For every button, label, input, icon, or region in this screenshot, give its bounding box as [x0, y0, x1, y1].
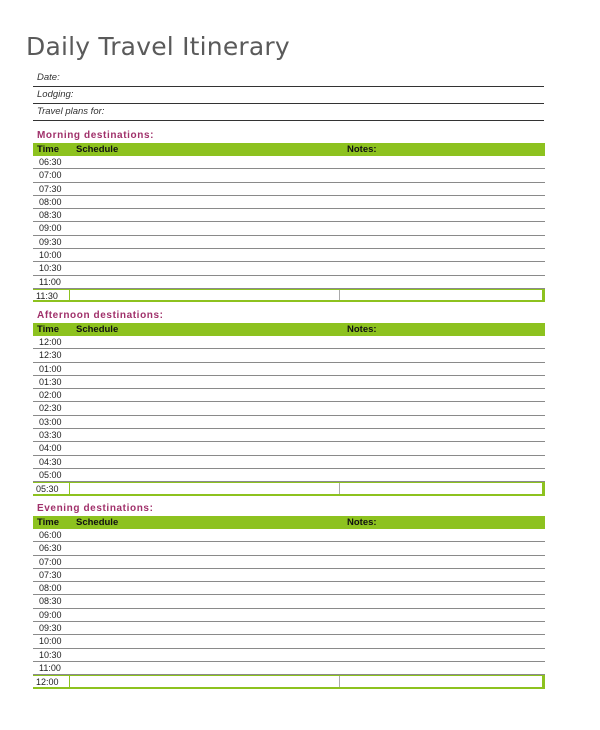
schedule-cell[interactable] — [70, 196, 339, 208]
time-column-header: Time — [37, 517, 60, 528]
schedule-cell[interactable] — [70, 609, 339, 621]
notes-cell[interactable] — [339, 402, 545, 414]
time-cell: 02:30 — [39, 403, 62, 414]
schedule-cell[interactable] — [70, 622, 339, 634]
time-cell: 08:00 — [39, 196, 62, 207]
notes-cell[interactable] — [339, 595, 545, 607]
time-column-header: Time — [37, 144, 60, 155]
schedule-cell[interactable] — [70, 389, 339, 401]
time-cell: 12:30 — [39, 350, 62, 361]
schedule-cell[interactable] — [70, 483, 340, 493]
notes-cell[interactable] — [339, 582, 545, 594]
notes-cell[interactable] — [339, 363, 545, 375]
table-row — [33, 349, 545, 362]
table-row — [33, 595, 545, 608]
schedule-cell[interactable] — [70, 262, 339, 274]
time-cell: 02:00 — [39, 390, 62, 401]
table-row — [33, 249, 545, 262]
schedule-cell[interactable] — [70, 676, 340, 686]
time-cell: 09:30 — [39, 236, 62, 247]
notes-cell[interactable] — [339, 336, 545, 348]
notes-cell[interactable] — [339, 262, 545, 274]
time-cell: 09:00 — [39, 223, 62, 234]
table-row — [33, 529, 545, 542]
time-cell: 03:30 — [39, 430, 62, 441]
notes-column-header: Notes: — [347, 324, 377, 335]
notes-cell[interactable] — [339, 183, 545, 195]
table-row — [33, 209, 545, 222]
schedule-column-header: Schedule — [76, 517, 119, 528]
schedule-cell[interactable] — [70, 649, 339, 661]
table-row — [33, 542, 545, 555]
table-row — [33, 556, 545, 569]
table-row — [33, 469, 545, 482]
notes-cell[interactable] — [339, 222, 545, 234]
table-row — [33, 429, 545, 442]
time-cell: 11:00 — [39, 662, 61, 673]
schedule-cell[interactable] — [70, 556, 339, 568]
date-field[interactable]: Date: — [33, 70, 544, 87]
table-row — [33, 196, 545, 209]
time-cell: 05:00 — [39, 469, 62, 480]
table-row — [33, 336, 545, 349]
schedule-column-header: Schedule — [76, 324, 119, 335]
table-header — [33, 516, 545, 529]
notes-column-header: Notes: — [347, 517, 377, 528]
table-row — [33, 456, 545, 469]
schedule-cell[interactable] — [70, 169, 339, 181]
table-header — [33, 143, 545, 156]
table-row — [33, 276, 545, 289]
table-row — [33, 569, 545, 582]
schedule-cell[interactable] — [70, 529, 339, 541]
afternoon-section — [33, 309, 545, 496]
schedule-cell[interactable] — [70, 595, 339, 607]
time-cell: 09:30 — [39, 623, 62, 634]
table-row — [33, 416, 545, 429]
notes-cell[interactable] — [339, 196, 545, 208]
notes-cell[interactable] — [339, 349, 545, 361]
table-row — [33, 236, 545, 249]
notes-cell[interactable] — [339, 169, 545, 181]
time-cell: 12:00 — [33, 676, 70, 686]
table-row — [33, 169, 545, 182]
notes-cell[interactable] — [339, 556, 545, 568]
morning-section — [33, 129, 545, 302]
notes-cell[interactable] — [339, 209, 545, 221]
notes-cell[interactable] — [339, 456, 545, 468]
schedule-cell[interactable] — [70, 542, 339, 554]
notes-cell[interactable] — [340, 676, 542, 686]
schedule-cell[interactable] — [70, 635, 339, 647]
schedule-cell[interactable] — [70, 249, 339, 261]
time-cell: 01:00 — [39, 363, 62, 374]
section-title: Evening destinations: — [37, 503, 154, 514]
notes-cell[interactable] — [339, 635, 545, 647]
notes-cell[interactable] — [339, 249, 545, 261]
schedule-cell[interactable] — [70, 276, 339, 288]
notes-cell[interactable] — [339, 376, 545, 388]
table-row — [33, 482, 545, 495]
schedule-cell[interactable] — [70, 336, 339, 348]
section-title: Morning destinations: — [37, 130, 155, 141]
time-cell: 10:30 — [39, 649, 62, 660]
table-row — [33, 442, 545, 455]
time-cell: 04:00 — [39, 443, 62, 454]
info-block — [33, 70, 544, 121]
travel-plans-field[interactable]: Travel plans for: — [33, 104, 544, 121]
table-row — [33, 376, 545, 389]
time-cell: 07:30 — [39, 183, 62, 194]
table-row — [33, 649, 545, 662]
time-cell: 10:00 — [39, 250, 62, 261]
table-row — [33, 183, 545, 196]
notes-cell[interactable] — [339, 649, 545, 661]
table-row — [33, 635, 545, 648]
notes-cell[interactable] — [340, 290, 542, 300]
time-cell: 01:30 — [39, 376, 62, 387]
time-cell: 04:30 — [39, 456, 62, 467]
schedule-cell[interactable] — [70, 156, 339, 168]
time-cell: 08:30 — [39, 210, 62, 221]
table-row — [33, 389, 545, 402]
schedule-cell[interactable] — [70, 402, 339, 414]
notes-cell[interactable] — [339, 156, 545, 168]
schedule-cell[interactable] — [70, 183, 339, 195]
schedule-cell[interactable] — [70, 429, 339, 441]
time-cell: 11:00 — [39, 276, 61, 287]
notes-cell[interactable] — [339, 276, 545, 288]
lodging-field[interactable]: Lodging: — [33, 87, 544, 104]
schedule-cell[interactable] — [70, 236, 339, 248]
time-cell: 07:30 — [39, 569, 62, 580]
evening-section — [33, 502, 545, 689]
time-cell: 11:30 — [33, 290, 70, 300]
schedule-cell[interactable] — [70, 469, 339, 481]
table-row — [33, 675, 545, 688]
time-cell: 10:30 — [39, 263, 62, 274]
table-row — [33, 156, 545, 169]
notes-cell[interactable] — [339, 416, 545, 428]
notes-cell[interactable] — [339, 542, 545, 554]
time-cell: 05:30 — [33, 483, 70, 493]
time-cell: 08:30 — [39, 596, 62, 607]
notes-cell[interactable] — [339, 469, 545, 481]
notes-cell[interactable] — [339, 236, 545, 248]
schedule-cell[interactable] — [70, 569, 339, 581]
table-row — [33, 402, 545, 415]
schedule-cell[interactable] — [70, 209, 339, 221]
schedule-cell[interactable] — [70, 349, 339, 361]
notes-cell[interactable] — [339, 442, 545, 454]
table-row — [33, 262, 545, 275]
notes-cell[interactable] — [339, 662, 545, 674]
notes-cell[interactable] — [339, 529, 545, 541]
time-cell: 06:00 — [39, 530, 62, 540]
notes-cell[interactable] — [339, 389, 545, 401]
schedule-cell[interactable] — [70, 376, 339, 388]
table-row — [33, 363, 545, 376]
time-cell: 06:30 — [39, 543, 62, 554]
time-cell: 08:00 — [39, 583, 62, 594]
table-row — [33, 582, 545, 595]
notes-cell[interactable] — [339, 569, 545, 581]
schedule-cell[interactable] — [70, 222, 339, 234]
page-title: Daily Travel Itinerary — [26, 32, 290, 61]
time-cell: 06:30 — [39, 157, 62, 167]
time-column-header: Time — [37, 324, 60, 335]
time-cell: 10:00 — [39, 636, 62, 647]
notes-column-header: Notes: — [347, 144, 377, 155]
table-row — [33, 222, 545, 235]
time-cell: 09:00 — [39, 609, 62, 620]
schedule-cell[interactable] — [70, 290, 340, 300]
schedule-cell[interactable] — [70, 442, 339, 454]
table-row — [33, 662, 545, 675]
notes-cell[interactable] — [339, 429, 545, 441]
schedule-cell[interactable] — [70, 416, 339, 428]
table-row — [33, 609, 545, 622]
schedule-cell[interactable] — [70, 662, 339, 674]
time-cell: 03:00 — [39, 416, 62, 427]
table-row — [33, 622, 545, 635]
notes-cell[interactable] — [340, 483, 542, 493]
time-cell: 12:00 — [39, 337, 62, 347]
section-title: Afternoon destinations: — [37, 310, 164, 321]
time-cell: 07:00 — [39, 170, 62, 181]
schedule-cell[interactable] — [70, 582, 339, 594]
time-cell: 07:00 — [39, 556, 62, 567]
notes-cell[interactable] — [339, 609, 545, 621]
table-header — [33, 323, 545, 336]
schedule-cell[interactable] — [70, 363, 339, 375]
notes-cell[interactable] — [339, 622, 545, 634]
schedule-cell[interactable] — [70, 456, 339, 468]
table-row — [33, 289, 545, 302]
schedule-column-header: Schedule — [76, 144, 119, 155]
